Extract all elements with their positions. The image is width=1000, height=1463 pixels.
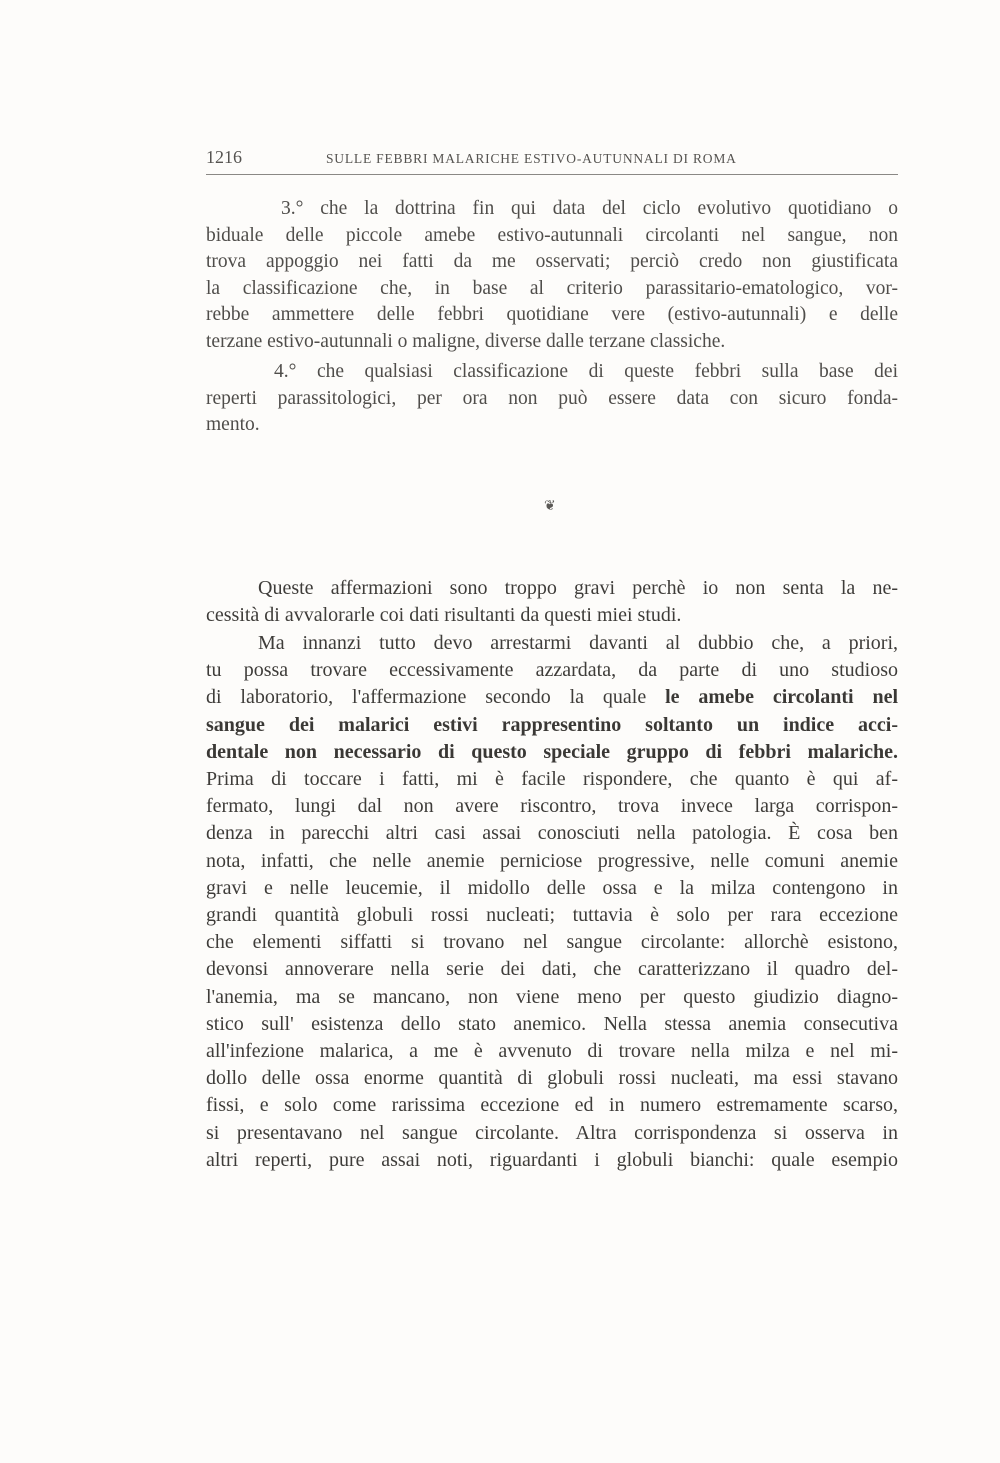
text-line: grandi quantità globuli rossi nucleati; tuttavia è solo per rara eccezione [206, 904, 898, 927]
page-number: 1216 [206, 147, 242, 167]
text-line: nota, infatti, che nelle anemie perniciose progressive, nelle comuni anemie [206, 849, 898, 872]
text-line: terzane estivo-autunnali o maligne, diverse dalle terzane classiche. [206, 330, 726, 352]
paragraph-point-4 [206, 359, 898, 439]
text-line: all'infezione malarica, a me è avvenuto di trovare nella milza e nel mi- [206, 1040, 898, 1063]
running-title: SULLE FEBBRI MALARICHE ESTIVO-AUTUNNALI DI ROMA [326, 151, 737, 166]
text-line: mento. [206, 414, 260, 435]
text-line: denza in parecchi altri casi assai conosciuti nella patologia. È cosa ben [206, 822, 898, 845]
text-line: stico sull' esistenza dello stato anemico. Nella stessa anemia consecutiva [206, 1012, 898, 1035]
emphasized-text-line: sangue dei malarici estivi rappresentino soltanto un indice acci- [206, 713, 898, 736]
paragraph-affermazioni [206, 575, 898, 629]
text-line: l'anemia, ma se mancano, non viene meno per questo giudizio diagno- [206, 985, 898, 1008]
section-ornament: ❦ [544, 498, 556, 514]
text-line: altri reperti, pure assai noti, riguardanti i globuli bianchi: quale esempio [206, 1148, 898, 1171]
text-line [206, 684, 898, 711]
text-line: devonsi annoverare nella serie dei dati, che caratterizzano il quadro del- [206, 958, 898, 981]
emphasized-text: le amebe circolanti nel [665, 686, 899, 709]
header-rule [206, 174, 898, 175]
emphasized-text-line: dentale non necessario di questo speciale gruppo di febbri malariche. [206, 740, 898, 763]
text-line: 4.° che qualsiasi classificazione di queste febbri sulla base dei [274, 361, 898, 382]
text-line: biduale delle piccole amebe estivo-autunnali circolanti nel sangue, non [206, 224, 898, 246]
text-line: fissi, e solo come rarissima eccezione ed in numero estremamente scarso, [206, 1094, 898, 1117]
text-line: Prima di toccare i fatti, mi è facile rispondere, che quanto è qui af- [206, 768, 898, 791]
text-line: la classificazione che, in base al criterio parassitario-ematologico, vor- [206, 277, 898, 299]
text-line: reperti parassitologici, per ora non può essere data con sicuro fonda- [206, 387, 898, 409]
text-line: tu possa trovare eccessivamente azzardata, da parte di uno studioso [206, 659, 898, 682]
text-line: 3.° che la dottrina fin qui data del ciclo evolutivo quotidiano o [281, 198, 898, 219]
text-line: che elementi siffatti si trovano nel sangue circolante: allorchè esistono, [206, 931, 898, 954]
text-line: cessità di avvalorarle coi dati risultanti da questi miei studi. [206, 604, 682, 627]
text-line: Ma innanzi tutto devo arrestarmi davanti al dubbio che, a priori, [258, 632, 898, 654]
text-line: fermato, lungi dal non avere riscontro, trova invece larga corrispon- [206, 795, 898, 818]
text-line: si presentavano nel sangue circolante. Altra corrispondenza si osserva in [206, 1121, 898, 1144]
paragraph-main-argument [206, 630, 898, 1174]
text-line: gravi e nelle leucemie, il midollo delle ossa e la milza contengono in [206, 876, 898, 899]
text-line: dollo delle ossa enorme quantità di globuli rossi nucleati, ma essi stavano [206, 1067, 898, 1090]
text-line: rebbe ammettere delle febbri quotidiane vere (estivo-autunnali) e delle [206, 304, 898, 325]
paragraph-point-3 [206, 196, 898, 355]
text-plain: di laboratorio, l'affermazione secondo la quale [206, 686, 666, 709]
running-header [206, 147, 898, 167]
text-line: trova appoggio nei fatti da me osservati; perciò credo non giustificata [206, 251, 898, 272]
text-line: Queste affermazioni sono troppo gravi perchè io non senta la ne- [258, 577, 898, 599]
